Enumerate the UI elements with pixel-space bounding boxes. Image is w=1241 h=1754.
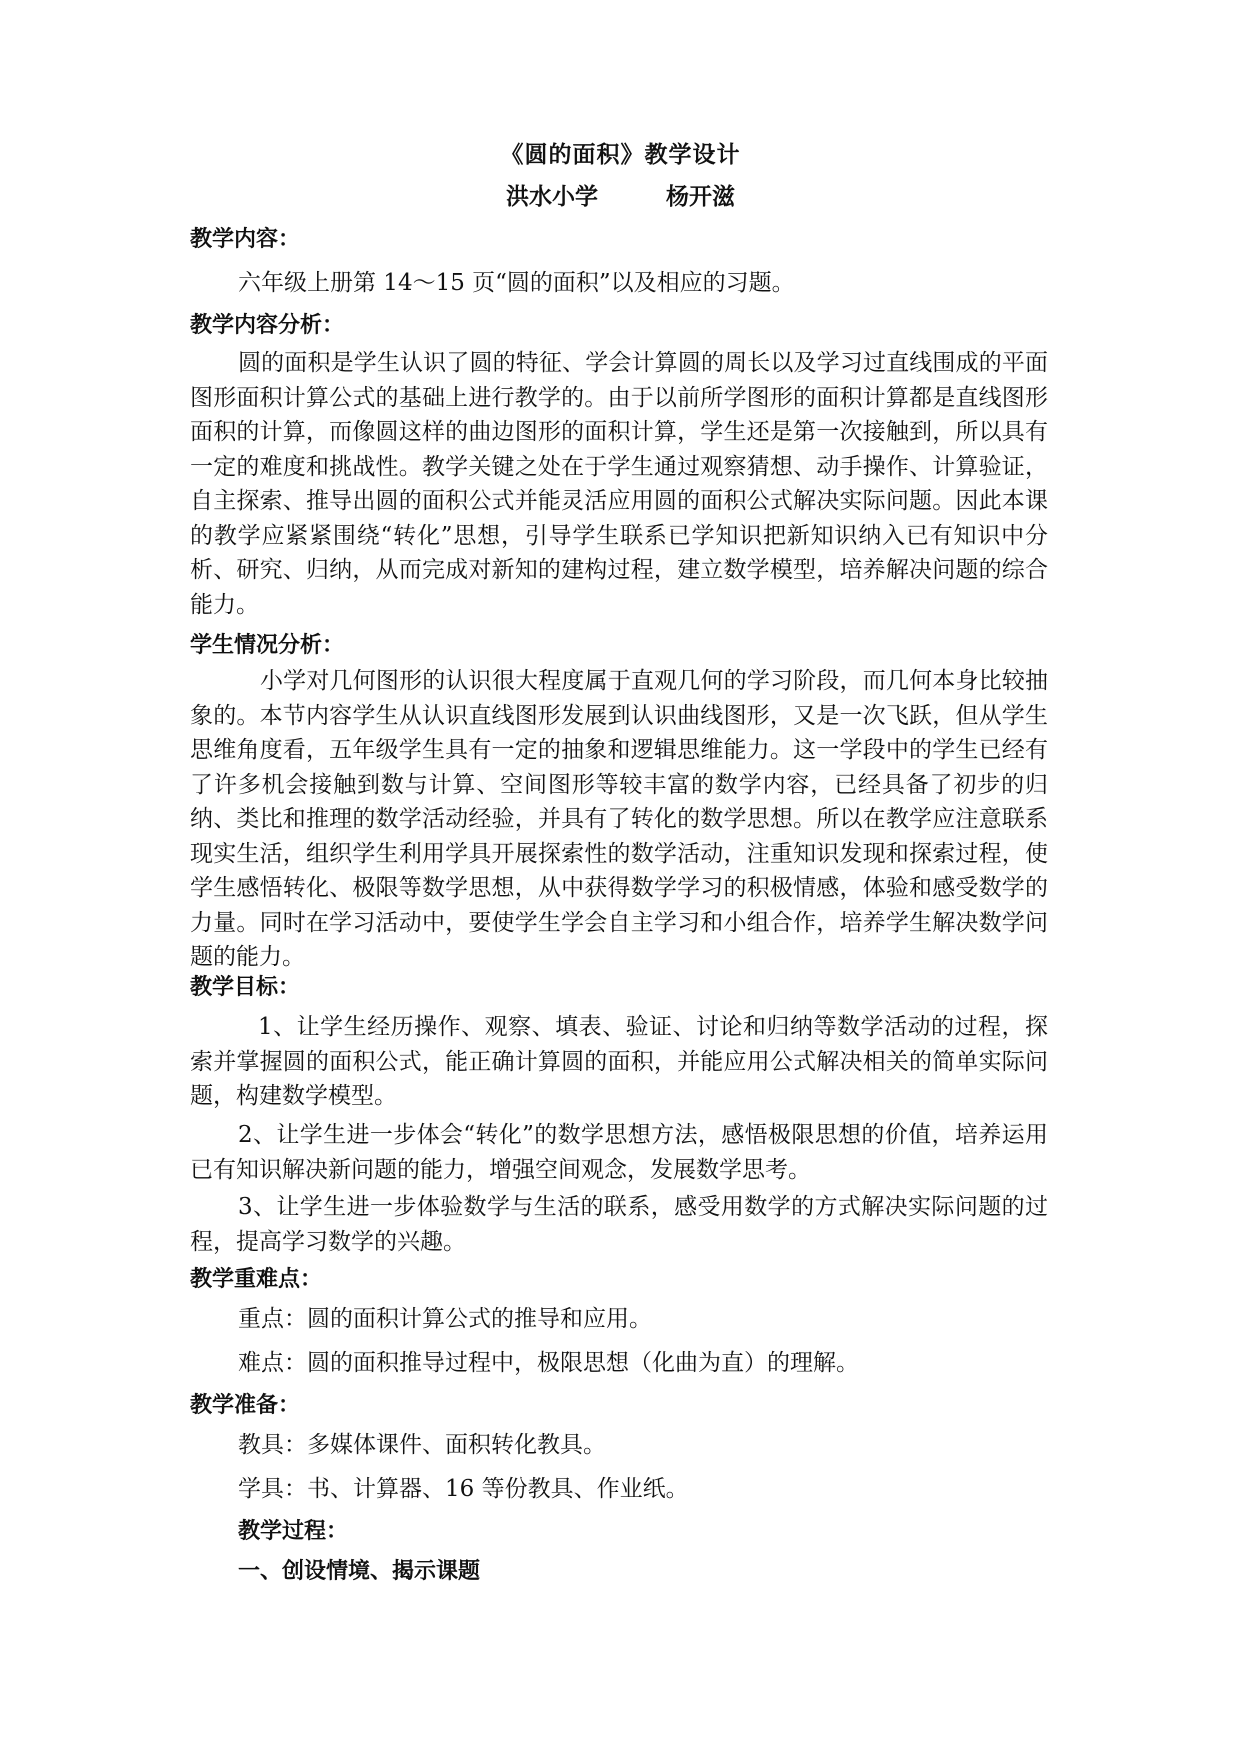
heading-content: 教学内容：	[190, 227, 301, 252]
goal-item-2: 2、让学生进一步体会“转化”的数学思想方法，感悟极限思想的价值，培养运用已有知识解决新问题的能力，增强空间观念，发展数学思考。	[190, 1122, 1048, 1183]
author-line	[0, 178, 1241, 211]
student-tools: 学具：书、计算器、16 等份教具、作业纸。	[238, 1476, 689, 1502]
content-analysis-text: 圆的面积是学生认识了圆的特征、学会计算圆的周长以及学习过直线围成的平面图形面积计算公式的基础上进行教学的。由于以前所学图形的面积计算都是直线图形面积的计算，而像圆这样的曲边图形的面积计算，学生还是第一次接触到，所以具有一定的难度和挑战性。教学关键之处在于学生通过观察猜想、动手操作、计算验证，自主探索、推导出圆的面积公式并能灵活应用圆的面积公式解决实际问题。因此本课的教学应紧紧围绕“转化”思想，引导学生联系已学知识把新知识纳入已有知识中分析、研究、归纳，从而完成对新知的建构过程，建立数学模型，培养解决问题的综合能力。	[190, 350, 1048, 618]
author-school: 洪水小学	[505, 184, 598, 210]
heading-student-analysis: 学生情况分析：	[190, 633, 345, 658]
heading-content-analysis: 教学内容分析：	[190, 313, 345, 338]
process-step-1: 一、创设情境、揭示课题	[238, 1559, 481, 1584]
goal-item-3: 3、让学生进一步体验数学与生活的联系，感受用数学的方式解决实际问题的过程，提高学习数学的兴趣。	[190, 1194, 1048, 1255]
heading-preparation: 教学准备：	[190, 1393, 301, 1418]
content-text: 六年级上册第 14～15 页“圆的面积”以及相应的习题。	[238, 270, 795, 296]
document-title: 《圆的面积》教学设计	[500, 142, 741, 168]
heading-process: 教学过程：	[238, 1519, 349, 1544]
key-point-difficulty: 难点：圆的面积推导过程中，极限思想（化曲为直）的理解。	[238, 1350, 859, 1376]
heading-key-points: 教学重难点：	[190, 1267, 323, 1292]
key-point-focus: 重点：圆的面积计算公式的推导和应用。	[238, 1306, 652, 1332]
teacher-tools: 教具：多媒体课件、面积转化教具。	[238, 1432, 606, 1458]
heading-goals: 教学目标：	[190, 975, 301, 1000]
student-analysis-text: 小学对几何图形的认识很大程度属于直观几何的学习阶段，而几何本身比较抽象的。本节内容学生从认识直线图形发展到认识曲线图形，又是一次飞跃，但从学生思维角度看，五年级学生具有一定的抽象和逻辑思维能力。这一学段中的学生已经有了许多机会接触到数与计算、空间图形等较丰富的数学内容，已经具备了初步的归纳、类比和推理的数学活动经验，并具有了转化的数学思想。所以在教学应注意联系现实生活，组织学生利用学具开展探索性的数学活动，注重知识发现和探索过程，使学生感悟转化、极限等数学思想，从中获得数学学习的积极情感，体验和感受数学的力量。同时在学习活动中，要使学生学会自主学习和小组合作，培养学生解决数学问题的能力。	[190, 668, 1048, 970]
author-name: 杨开滋	[666, 184, 736, 210]
goal-item-1: 1、让学生经历操作、观察、填表、验证、讨论和归纳等数学活动的过程，探索并掌握圆的面积公式，能正确计算圆的面积，并能应用公式解决相关的简单实际问题，构建数学模型。	[190, 1014, 1048, 1109]
